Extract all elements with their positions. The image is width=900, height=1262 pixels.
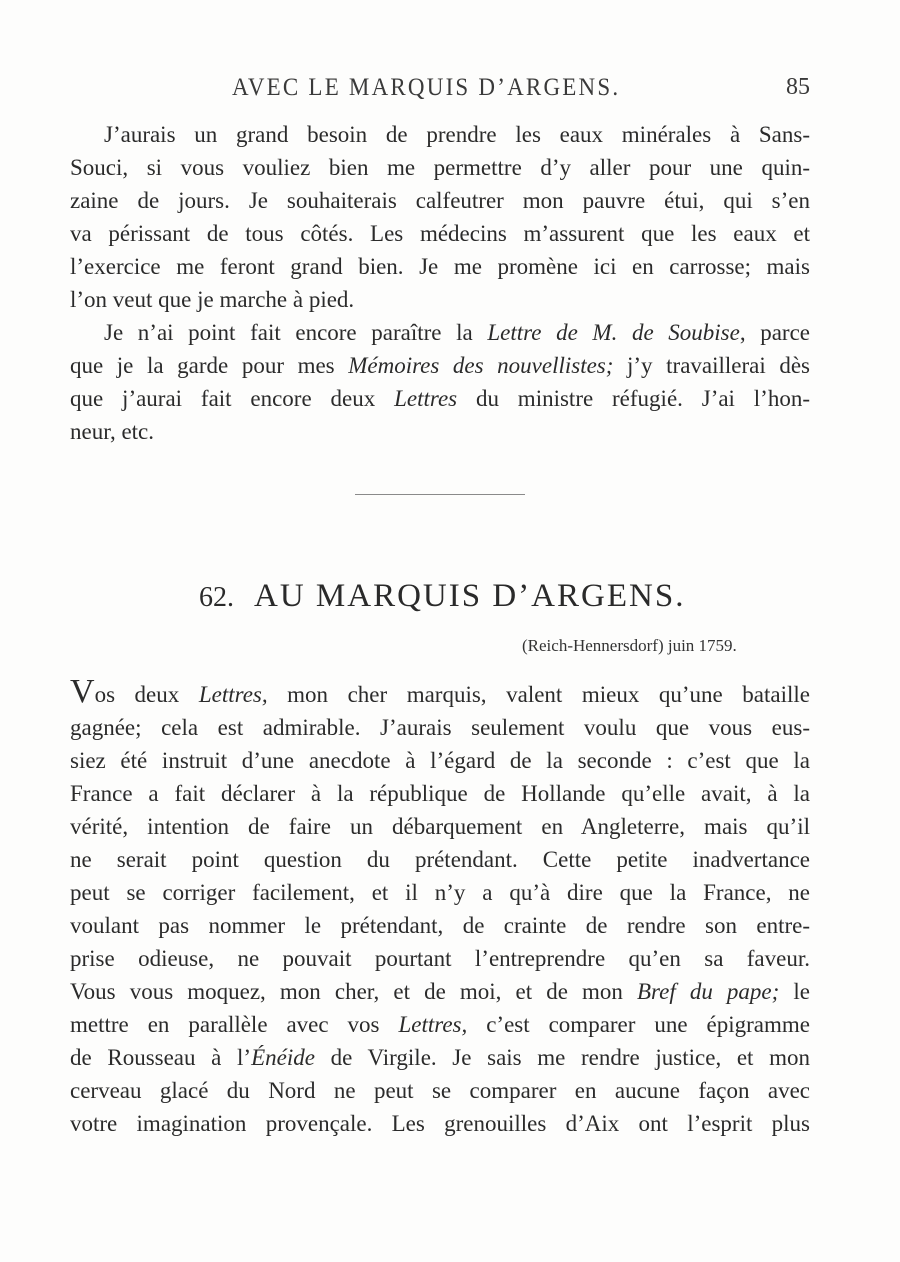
italic-title: Lettre de M. de Soubise [487, 320, 740, 345]
text-run: le [779, 979, 810, 1004]
continuation-paragraph-2 [70, 316, 810, 448]
italic-title: Lettres, [398, 1012, 468, 1037]
text-line: l’on veut que je marche à pied. [70, 287, 355, 312]
text-line [70, 673, 810, 711]
text-line [70, 349, 810, 382]
letter-number: 62. [199, 582, 234, 613]
letter-body [70, 673, 810, 1140]
italic-title: Énéide [251, 1045, 315, 1070]
page-number: 85 [786, 74, 810, 100]
text-line: peut se corriger facilement, et il n’y a qu’à dire que la France, ne [70, 880, 810, 905]
text-run: que j’aurai fait encore deux [70, 386, 395, 411]
section-divider [355, 494, 525, 495]
text-run: de Virgile. Je sais me rendre justice, et mon [314, 1045, 810, 1070]
text-line: voulant pas nommer le prétendant, de crainte de rendre son entre- [70, 913, 810, 938]
text-line: siez été instruit d’une anecdote à l’égard de la seconde : c’est que la [70, 748, 810, 773]
drop-cap: V [70, 673, 95, 710]
letter-heading [199, 578, 685, 615]
italic-title: Mémoires des nouvellistes; [348, 353, 614, 378]
text-line [70, 975, 810, 1008]
text-line: zaine de jours. Je souhaiterais calfeutrer mon pauvre étui, qui s’en [70, 188, 810, 213]
text-run: Vous vous moquez, mon cher, et de moi, et de mon [70, 979, 637, 1004]
text-line: neur, etc. [70, 419, 155, 444]
continuation-paragraph-1 [70, 118, 810, 316]
text-run: du ministre réfugié. J’ai l’hon- [457, 386, 810, 411]
text-line: Souci, si vous vouliez bien me permettre d’y aller pour une quin- [70, 155, 810, 180]
text-line [70, 1041, 810, 1074]
italic-title: Lettres, [198, 682, 268, 707]
text-line: vérité, intention de faire un débarquement en Angleterre, mais qu’il [70, 814, 810, 839]
text-line: cerveau glacé du Nord ne peut se comparer en aucune façon avec [70, 1078, 810, 1103]
italic-title: Lettres [394, 386, 458, 411]
text-run: mon cher marquis, valent mieux qu’une bataille [267, 682, 810, 707]
text-run: Je n’ai point fait encore paraître la [104, 320, 488, 345]
text-line: votre imagination provençale. Les grenouilles d’Aix ont l’esprit plus [70, 1111, 810, 1136]
text-line [70, 382, 810, 415]
text-line: J’aurais un grand besoin de prendre les eaux minérales à Sans- [104, 122, 810, 147]
text-line: gagnée; cela est admirable. J’aurais seulement voulu que vous eus- [70, 715, 810, 740]
text-run: mettre en parallèle avec vos [70, 1012, 399, 1037]
text-run: de Rousseau à l’ [70, 1045, 252, 1070]
running-title: AVEC LE MARQUIS D’ARGENS. [232, 74, 621, 101]
text-line [70, 316, 810, 349]
text-run: j’y travaillerai dès [613, 353, 810, 378]
text-run: , parce [739, 320, 811, 345]
letter-title: AU MARQUIS D’ARGENS. [254, 578, 686, 614]
text-line: l’exercice me feront grand bien. Je me promène ici en carrosse; mais [70, 254, 810, 279]
text-run: que je la garde pour mes [70, 353, 349, 378]
text-line [70, 1008, 810, 1041]
text-line: va périssant de tous côtés. Les médecins m’assurent que les eaux et [70, 221, 810, 246]
text-line: prise odieuse, ne pouvait pourtant l’entreprendre qu’en sa faveur. [70, 946, 810, 971]
italic-title: Bref du pape; [636, 979, 780, 1004]
running-head [0, 74, 900, 108]
text-run: os deux [94, 682, 199, 707]
text-line: ne serait point question du prétendant. Cette petite inadvertance [70, 847, 810, 872]
text-run: c’est comparer une épigramme [467, 1012, 810, 1037]
letter-dateline: (Reich-Hennersdorf) juin 1759. [522, 636, 737, 655]
text-line: France a fait déclarer à la république de Hollande qu’elle avait, à la [70, 781, 810, 806]
